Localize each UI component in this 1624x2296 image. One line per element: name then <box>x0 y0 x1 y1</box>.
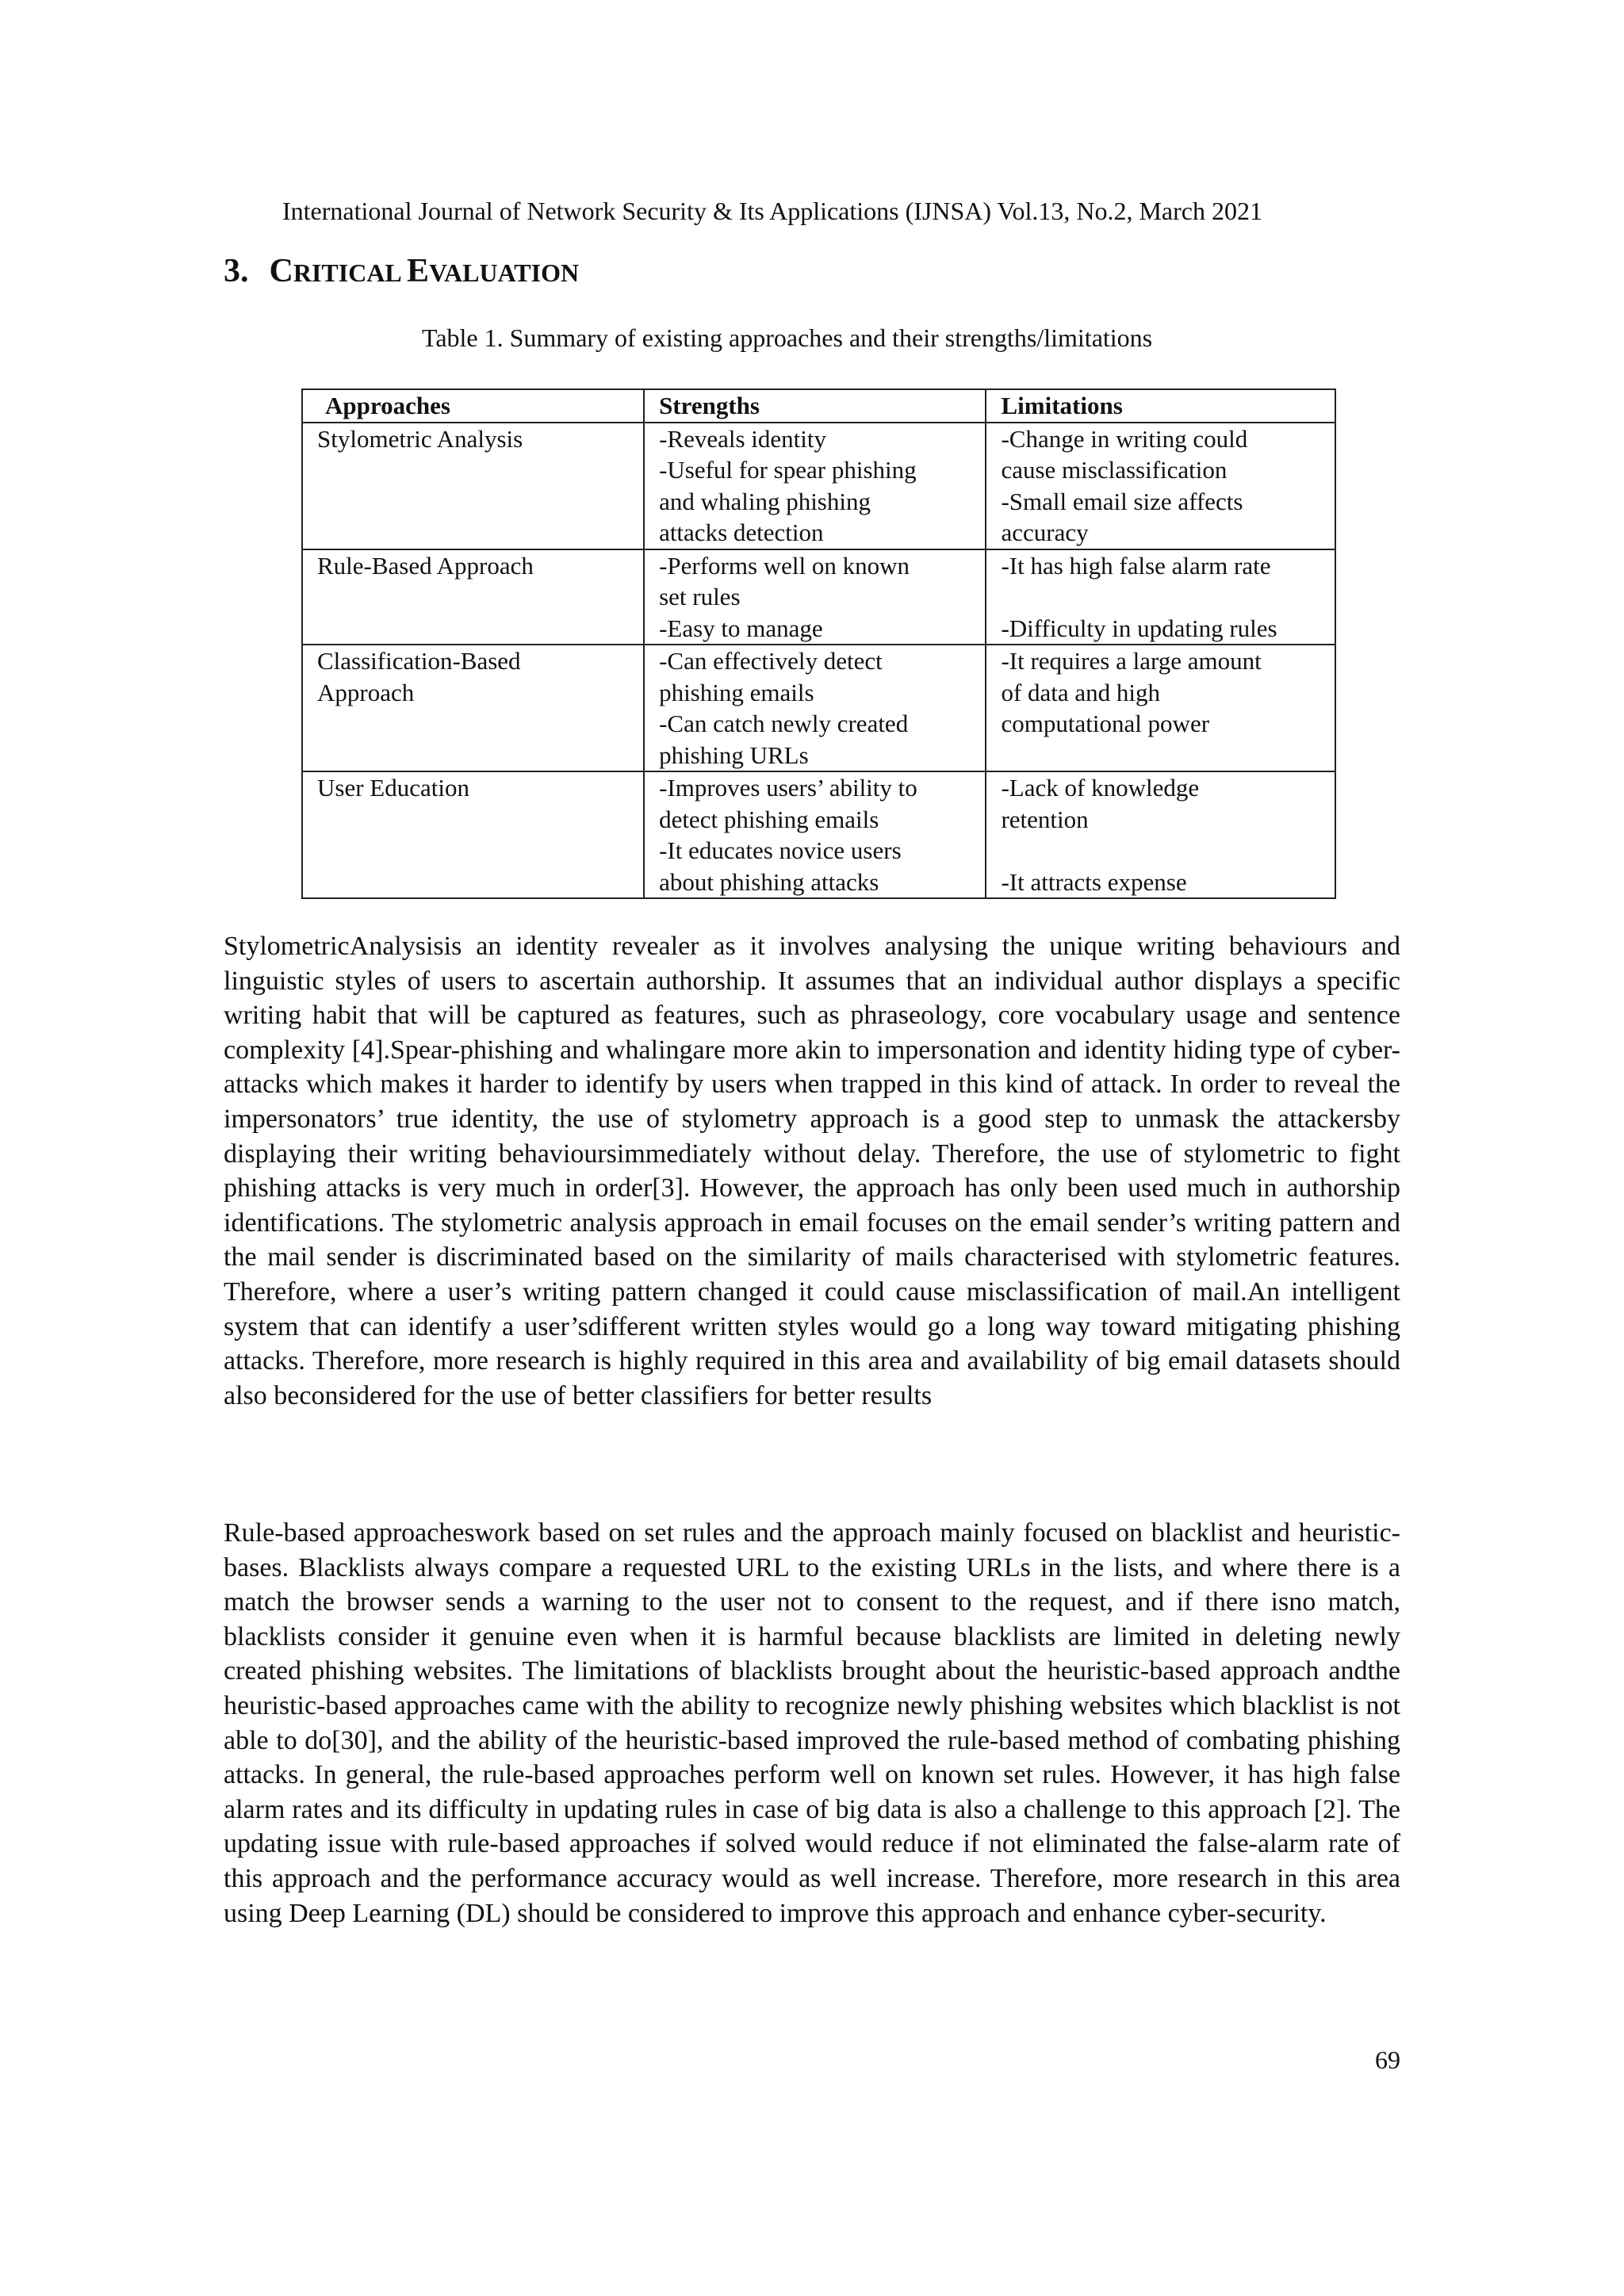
section-title-initial-1: C <box>269 253 293 289</box>
cell-line: -Easy to manage <box>659 614 823 642</box>
cell-line: set rules <box>659 583 741 610</box>
table-row <box>302 549 1335 645</box>
table-cell-limitations <box>986 771 1335 898</box>
cell-line: -Can catch newly created <box>659 710 909 737</box>
cell-line: attacks detection <box>659 519 824 546</box>
table-cell-limitations <box>986 645 1335 771</box>
cell-line: -It educates novice users <box>659 836 902 864</box>
cell-line: and whaling phishing <box>659 487 871 515</box>
table-cell-approach <box>302 771 644 898</box>
table-cell-approach <box>302 645 644 771</box>
cell-line: Approach <box>317 678 415 706</box>
column-header-strengths: Strengths <box>644 389 986 423</box>
table-row <box>302 423 1335 549</box>
cell-line: about phishing attacks <box>659 867 879 896</box>
cell-line: -Performs well on known <box>659 551 910 580</box>
table-cell-strengths <box>644 549 986 645</box>
table-cell-limitations <box>986 423 1335 549</box>
table-caption: Table 1. Summary of existing approaches and their strengths/limitations <box>422 323 1153 352</box>
cell-line: -Reveals identity <box>659 424 826 453</box>
table-cell-limitations <box>986 549 1335 645</box>
cell-line: -Improves users’ ability to <box>659 774 917 802</box>
table-header-row <box>302 389 1335 423</box>
paragraph-stylometric: StylometricAnalysisis an identity revealer as it involves analysing the unique writing behaviours and linguistic styles of users to ascertain authorship. It assumes that an individual author displays a specific writing habit that will be captured as features, such as phraseology, core vocabulary usage and sentence complexity [4].Spear-phishing and whalingare more akin to impersonation and identity hiding type of cyber-attacks which makes it harder to identify by users when trapped in this kind of attack. In order to reveal the impersonators’ true identity, the use of stylometry approach is a good step to unmask the attackersby displaying their writing behavioursimmediately without delay. Therefore, the use of stylometric to fight phishing attacks is very much in order[3]. However, the approach has only been used much in authorship identifications. The stylometric analysis approach in email focuses on the email sender’s writing pattern and the mail sender is discriminated based on the similarity of mails characterised with stylometric features. Therefore, where a user’s writing pattern changed it could cause misclassification of mail.An intelligent system that can identify a user’sdifferent written styles would go a long way toward mitigating phishing attacks. Therefore, more research is highly required in this area and availability of big email datasets should also beconsidered for the use of better classifiers for better results <box>224 932 1400 1410</box>
page-number: 69 <box>1375 2045 1400 2074</box>
cell-line: of data and high <box>1001 678 1161 706</box>
cell-line: retention <box>1001 805 1089 833</box>
cell-line: cause misclassification <box>1001 456 1228 484</box>
table-cell-approach <box>302 423 644 549</box>
cell-line <box>1001 835 1335 867</box>
cell-line: -Difficulty in updating rules <box>1001 614 1277 642</box>
cell-line: phishing emails <box>659 678 814 706</box>
summary-table <box>301 388 1336 899</box>
cell-line: detect phishing emails <box>659 805 879 833</box>
cell-line: -Small email size affects <box>1001 487 1243 515</box>
column-header-limitations: Limitations <box>986 389 1335 423</box>
table-row <box>302 771 1335 898</box>
cell-line: computational power <box>1001 710 1210 737</box>
table-cell-strengths <box>644 771 986 898</box>
section-number: 3. <box>224 253 249 289</box>
section-heading <box>224 251 579 293</box>
cell-line: Stylometric Analysis <box>317 424 523 453</box>
cell-line: accuracy <box>1001 519 1089 546</box>
cell-line: -It requires a large amount <box>1001 647 1262 675</box>
table-cell-strengths <box>644 645 986 771</box>
table-cell-approach <box>302 549 644 645</box>
cell-line: User Education <box>317 774 469 802</box>
cell-line: Classification-Based <box>317 647 521 675</box>
running-header: International Journal of Network Security & Its Applications (IJNSA) Vol.13, No.2, March 2021 <box>282 197 1262 225</box>
section-title-rest-2: VALUATION <box>429 258 580 287</box>
cell-line: -Useful for spear phishing <box>659 456 917 484</box>
cell-line: phishing URLs <box>659 740 809 769</box>
cell-line: Rule-Based Approach <box>317 551 534 580</box>
table-cell-strengths <box>644 423 986 549</box>
cell-line: -It attracts expense <box>1001 867 1187 896</box>
column-header-approaches: Approaches <box>302 389 644 423</box>
cell-line <box>1001 581 1335 613</box>
section-title-initial-2: E <box>407 253 430 289</box>
table-body <box>302 423 1335 899</box>
section-title-rest-1: RITICAL <box>293 258 407 287</box>
table-row <box>302 645 1335 771</box>
paragraph-rule-based: Rule-based approacheswork based on set rules and the approach mainly focused on blacklist and heuristic-bases. Blacklists always compare a requested URL to the existing URLs in the lists, and where there is a match the browser sends a warning to the user not to consent to the request, and if there isno match, blacklists consider it genuine even when it is harmful because blacklists are limited in deleting newly created phishing websites. The limitations of blacklists brought about the heuristic-based approach andthe heuristic-based approaches came with the ability to recognize newly phishing websites which blacklist is not able to do[30], and the ability of the heuristic-based improved the rule-based method of combating phishing attacks. In general, the rule-based approaches perform well on known set rules. However, it has high false alarm rates and its difficulty in updating rules in case of big data is also a challenge to this approach [2]. The updating issue with rule-based approaches if solved would reduce if not eliminated the false-alarm rate of this approach and the performance accuracy would as well increase. Therefore, more research in this area using Deep Learning (DL) should be considered to improve this approach and enhance cyber-security. <box>224 1518 1400 1928</box>
cell-line: -Lack of knowledge <box>1001 774 1200 802</box>
cell-line: -Can effectively detect <box>659 647 883 675</box>
cell-line: -It has high false alarm rate <box>1001 551 1271 580</box>
cell-line: -Change in writing could <box>1001 424 1248 453</box>
